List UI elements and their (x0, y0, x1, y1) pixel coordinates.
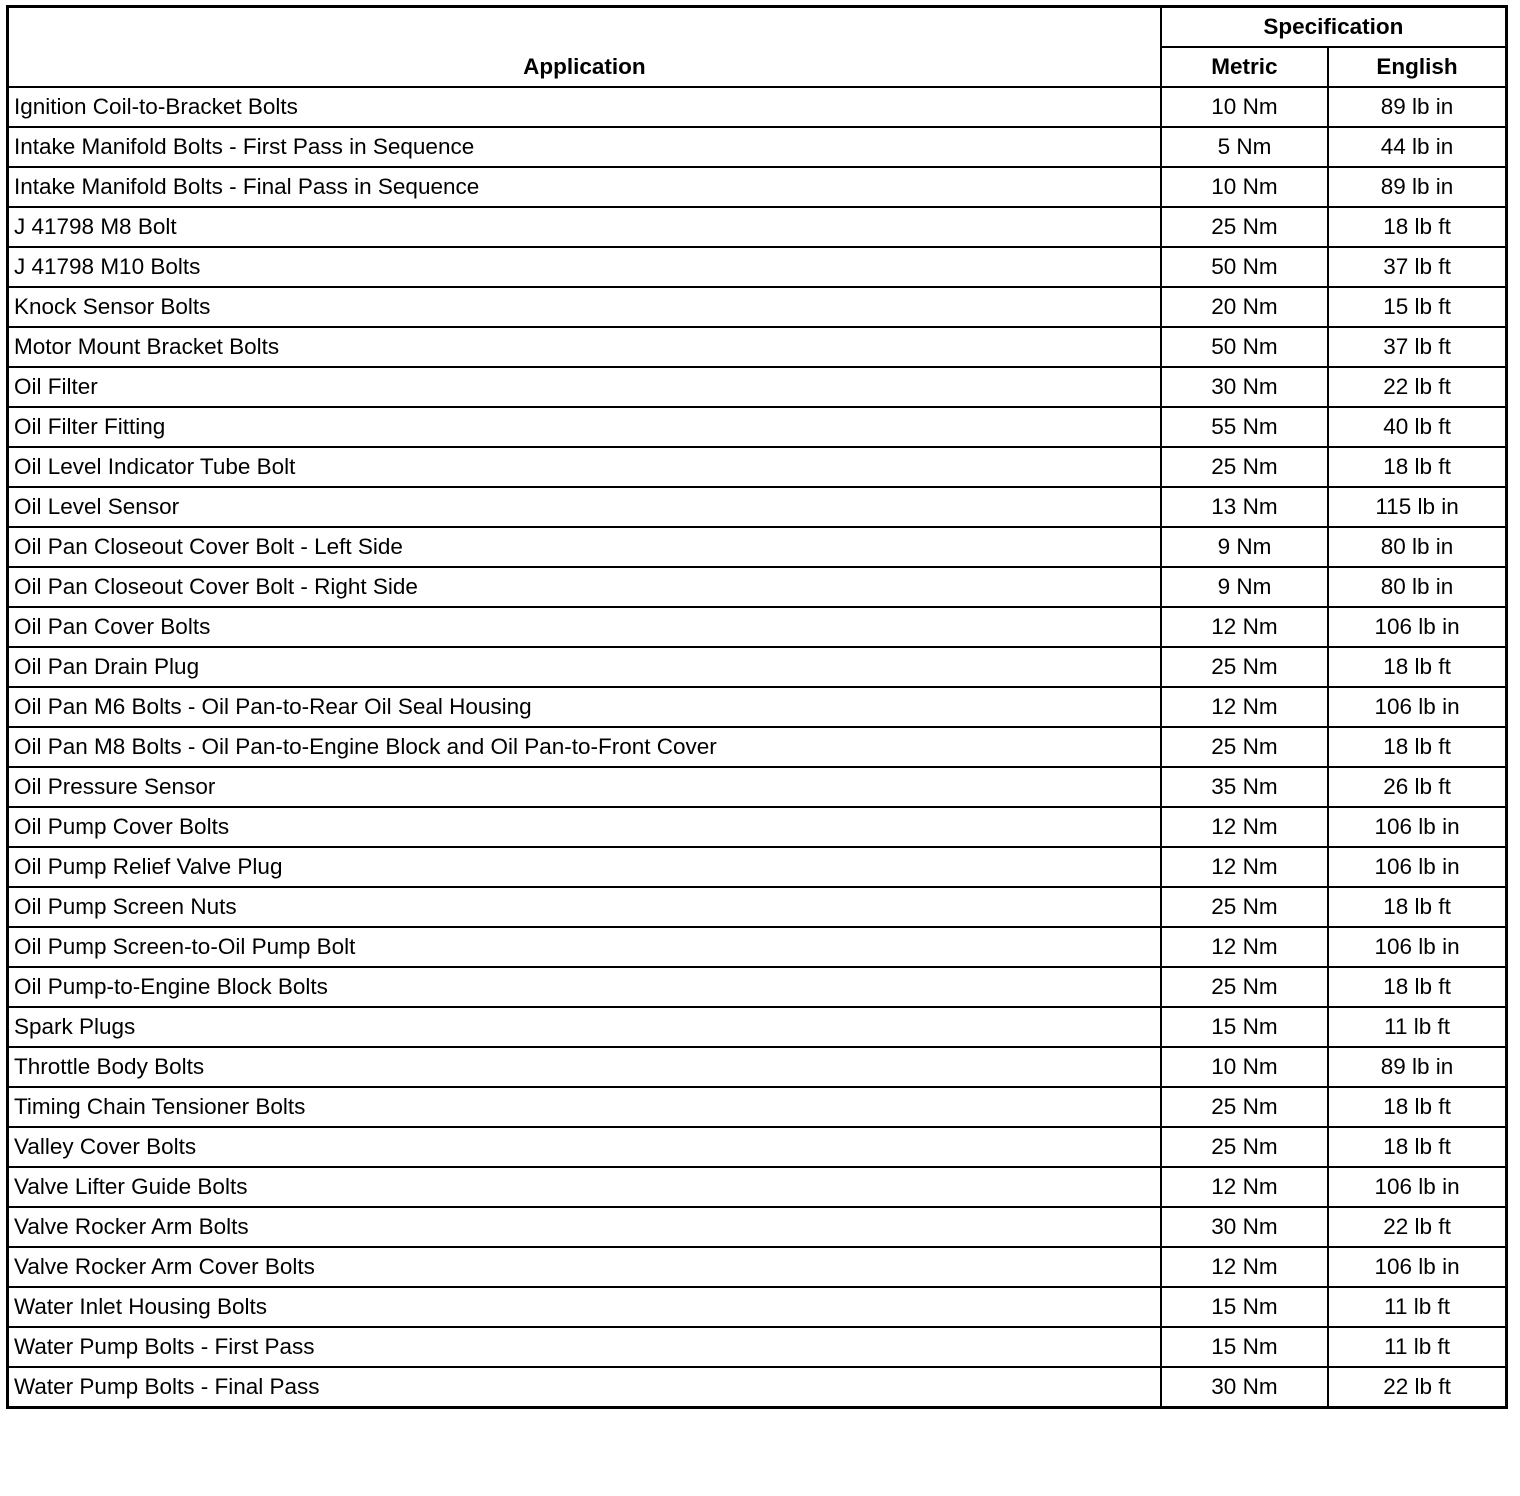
metric-cell: 12 Nm (1161, 1167, 1328, 1207)
table-row (8, 407, 1507, 447)
application-cell: Oil Pan Cover Bolts (8, 607, 1161, 647)
application-cell: Knock Sensor Bolts (8, 287, 1161, 327)
english-cell: 40 lb ft (1328, 407, 1506, 447)
english-cell: 89 lb in (1328, 87, 1506, 127)
metric-cell: 5 Nm (1161, 127, 1328, 167)
table-row (8, 1247, 1507, 1287)
table-row (8, 447, 1507, 487)
english-cell: 106 lb in (1328, 607, 1506, 647)
english-cell: 15 lb ft (1328, 287, 1506, 327)
english-cell: 26 lb ft (1328, 767, 1506, 807)
metric-cell: 12 Nm (1161, 607, 1328, 647)
metric-cell: 13 Nm (1161, 487, 1328, 527)
english-cell: 18 lb ft (1328, 207, 1506, 247)
application-cell: Oil Level Sensor (8, 487, 1161, 527)
application-cell: Oil Pan M6 Bolts - Oil Pan-to-Rear Oil Seal Housing (8, 687, 1161, 727)
application-cell: Motor Mount Bracket Bolts (8, 327, 1161, 367)
table-row (8, 527, 1507, 567)
english-header: English (1328, 47, 1506, 87)
application-cell: Valve Lifter Guide Bolts (8, 1167, 1161, 1207)
table-body (8, 87, 1507, 1408)
metric-cell: 20 Nm (1161, 287, 1328, 327)
table-row (8, 887, 1507, 927)
application-cell: Oil Pressure Sensor (8, 767, 1161, 807)
english-cell: 18 lb ft (1328, 727, 1506, 767)
metric-cell: 9 Nm (1161, 567, 1328, 607)
metric-cell: 12 Nm (1161, 847, 1328, 887)
english-cell: 44 lb in (1328, 127, 1506, 167)
metric-cell: 9 Nm (1161, 527, 1328, 567)
english-cell: 18 lb ft (1328, 647, 1506, 687)
metric-cell: 50 Nm (1161, 247, 1328, 287)
application-cell: Throttle Body Bolts (8, 1047, 1161, 1087)
english-cell: 18 lb ft (1328, 1087, 1506, 1127)
table-row (8, 1167, 1507, 1207)
table-row (8, 607, 1507, 647)
metric-header: Metric (1161, 47, 1328, 87)
table-row (8, 87, 1507, 127)
application-cell: Oil Pan M8 Bolts - Oil Pan-to-Engine Block and Oil Pan-to-Front Cover (8, 727, 1161, 767)
application-cell: Oil Pump Relief Valve Plug (8, 847, 1161, 887)
application-cell: Oil Pump Cover Bolts (8, 807, 1161, 847)
application-cell: Oil Filter (8, 367, 1161, 407)
table-row (8, 1087, 1507, 1127)
application-cell: Intake Manifold Bolts - First Pass in Sequence (8, 127, 1161, 167)
table-row (8, 967, 1507, 1007)
application-cell: Oil Pan Closeout Cover Bolt - Right Side (8, 567, 1161, 607)
metric-cell: 12 Nm (1161, 687, 1328, 727)
table-row (8, 727, 1507, 767)
application-header: Application (8, 7, 1161, 88)
english-cell: 18 lb ft (1328, 967, 1506, 1007)
metric-cell: 25 Nm (1161, 727, 1328, 767)
table-row (8, 127, 1507, 167)
metric-cell: 10 Nm (1161, 167, 1328, 207)
metric-cell: 15 Nm (1161, 1007, 1328, 1047)
english-cell: 106 lb in (1328, 1167, 1506, 1207)
application-cell: J 41798 M8 Bolt (8, 207, 1161, 247)
torque-spec-table (6, 5, 1508, 1409)
application-cell: Valve Rocker Arm Bolts (8, 1207, 1161, 1247)
metric-cell: 25 Nm (1161, 1087, 1328, 1127)
metric-cell: 30 Nm (1161, 1207, 1328, 1247)
english-cell: 18 lb ft (1328, 1127, 1506, 1167)
english-cell: 106 lb in (1328, 1247, 1506, 1287)
application-cell: Water Pump Bolts - Final Pass (8, 1367, 1161, 1408)
metric-cell: 15 Nm (1161, 1327, 1328, 1367)
application-cell: Water Pump Bolts - First Pass (8, 1327, 1161, 1367)
application-cell: Oil Filter Fitting (8, 407, 1161, 447)
english-cell: 106 lb in (1328, 687, 1506, 727)
table-row (8, 1327, 1507, 1367)
table-row (8, 247, 1507, 287)
table-row (8, 1007, 1507, 1047)
metric-cell: 25 Nm (1161, 887, 1328, 927)
metric-cell: 15 Nm (1161, 1287, 1328, 1327)
table-row (8, 1127, 1507, 1167)
table-row (8, 367, 1507, 407)
application-cell: Valley Cover Bolts (8, 1127, 1161, 1167)
table-header (8, 7, 1507, 88)
table-row (8, 807, 1507, 847)
english-cell: 22 lb ft (1328, 367, 1506, 407)
table-row (8, 647, 1507, 687)
metric-cell: 12 Nm (1161, 807, 1328, 847)
metric-cell: 25 Nm (1161, 207, 1328, 247)
english-cell: 37 lb ft (1328, 327, 1506, 367)
application-cell: Oil Pump-to-Engine Block Bolts (8, 967, 1161, 1007)
metric-cell: 10 Nm (1161, 87, 1328, 127)
application-cell: Oil Pan Closeout Cover Bolt - Left Side (8, 527, 1161, 567)
application-cell: Valve Rocker Arm Cover Bolts (8, 1247, 1161, 1287)
metric-cell: 12 Nm (1161, 1247, 1328, 1287)
english-cell: 106 lb in (1328, 927, 1506, 967)
metric-cell: 10 Nm (1161, 1047, 1328, 1087)
table-row (8, 287, 1507, 327)
metric-cell: 30 Nm (1161, 367, 1328, 407)
english-cell: 89 lb in (1328, 1047, 1506, 1087)
english-cell: 18 lb ft (1328, 887, 1506, 927)
metric-cell: 25 Nm (1161, 647, 1328, 687)
application-cell: Timing Chain Tensioner Bolts (8, 1087, 1161, 1127)
application-cell: Oil Pan Drain Plug (8, 647, 1161, 687)
metric-cell: 50 Nm (1161, 327, 1328, 367)
application-cell: Spark Plugs (8, 1007, 1161, 1047)
metric-cell: 12 Nm (1161, 927, 1328, 967)
table-row (8, 1047, 1507, 1087)
metric-cell: 30 Nm (1161, 1367, 1328, 1408)
english-cell: 80 lb in (1328, 527, 1506, 567)
english-cell: 89 lb in (1328, 167, 1506, 207)
english-cell: 11 lb ft (1328, 1007, 1506, 1047)
application-cell: Water Inlet Housing Bolts (8, 1287, 1161, 1327)
table-row (8, 207, 1507, 247)
table-row (8, 487, 1507, 527)
english-cell: 22 lb ft (1328, 1207, 1506, 1247)
metric-cell: 25 Nm (1161, 1127, 1328, 1167)
english-cell: 22 lb ft (1328, 1367, 1506, 1408)
application-cell: Oil Pump Screen-to-Oil Pump Bolt (8, 927, 1161, 967)
application-cell: Oil Pump Screen Nuts (8, 887, 1161, 927)
application-cell: Intake Manifold Bolts - Final Pass in Sequence (8, 167, 1161, 207)
table-row (8, 1287, 1507, 1327)
english-cell: 18 lb ft (1328, 447, 1506, 487)
table-row (8, 927, 1507, 967)
english-cell: 115 lb in (1328, 487, 1506, 527)
application-cell: Oil Level Indicator Tube Bolt (8, 447, 1161, 487)
table-row (8, 567, 1507, 607)
metric-cell: 25 Nm (1161, 967, 1328, 1007)
specification-header: Specification (1161, 7, 1507, 48)
english-cell: 106 lb in (1328, 847, 1506, 887)
table-row (8, 167, 1507, 207)
table-row (8, 847, 1507, 887)
application-cell: J 41798 M10 Bolts (8, 247, 1161, 287)
application-cell: Ignition Coil-to-Bracket Bolts (8, 87, 1161, 127)
english-cell: 11 lb ft (1328, 1327, 1506, 1367)
table-row (8, 767, 1507, 807)
english-cell: 37 lb ft (1328, 247, 1506, 287)
metric-cell: 35 Nm (1161, 767, 1328, 807)
table-row (8, 687, 1507, 727)
english-cell: 106 lb in (1328, 807, 1506, 847)
table-row (8, 1367, 1507, 1408)
table-row (8, 1207, 1507, 1247)
metric-cell: 55 Nm (1161, 407, 1328, 447)
english-cell: 80 lb in (1328, 567, 1506, 607)
metric-cell: 25 Nm (1161, 447, 1328, 487)
english-cell: 11 lb ft (1328, 1287, 1506, 1327)
table-row (8, 327, 1507, 367)
